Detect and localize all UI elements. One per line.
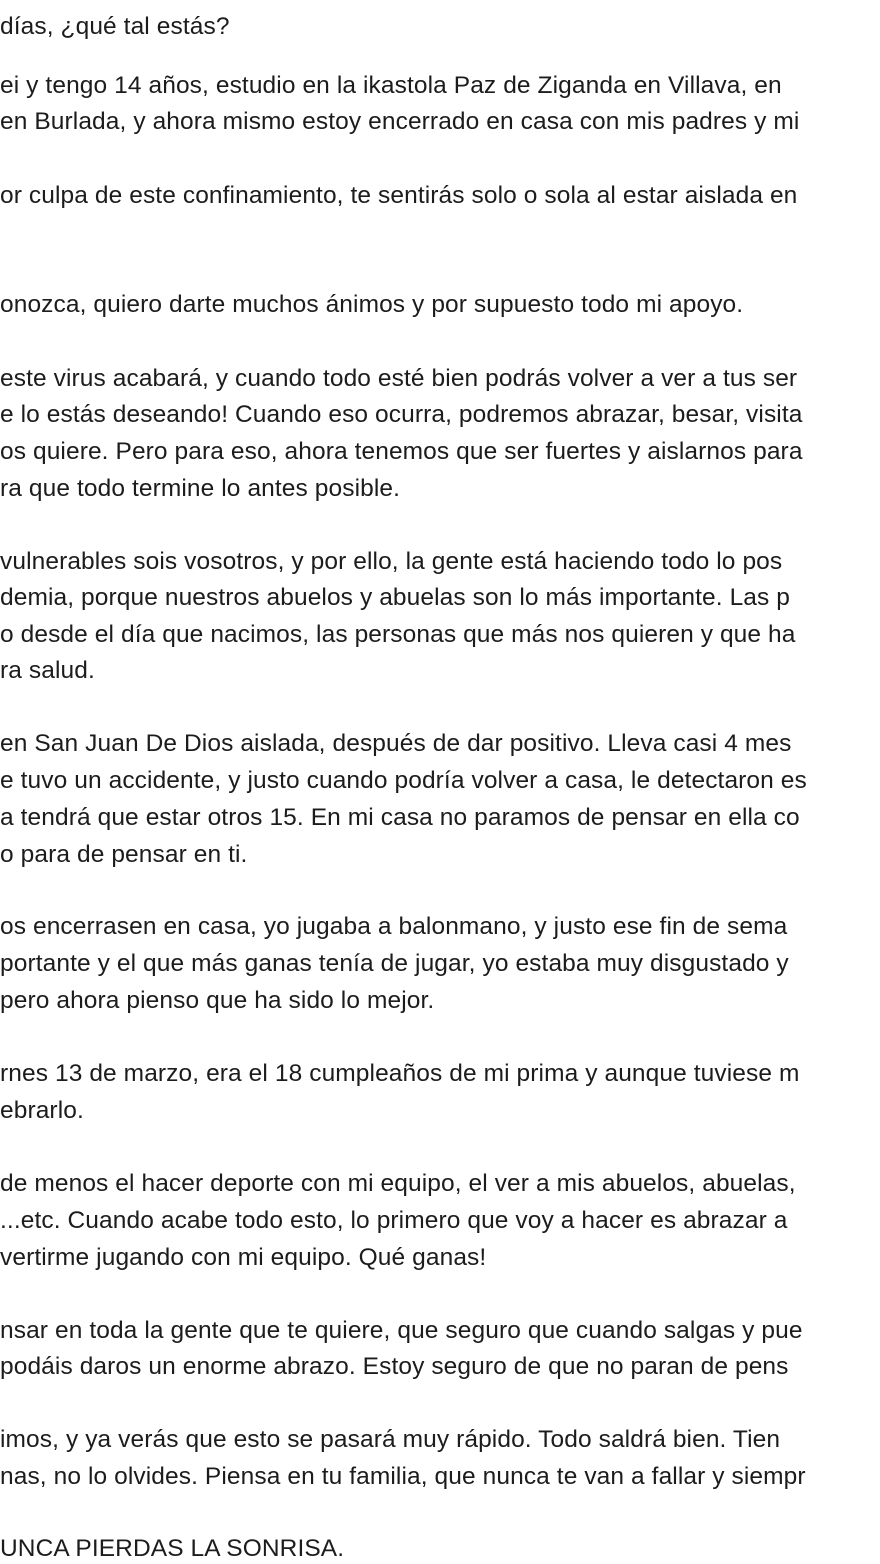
text-line: en San Juan De Dios aislada, después de dar positivo. Lleva casi 4 mes [0, 730, 792, 757]
text-line: demia, porque nuestros abuelos y abuelas son lo más importante. Las p [0, 584, 791, 611]
text-line: ra salud. [0, 657, 95, 684]
text-line: pero ahora pienso que ha sido lo mejor. [0, 987, 435, 1014]
text-line: or culpa de este confinamiento, te sentirás solo o sola al estar aislada en [0, 182, 798, 209]
text-line: días, ¿qué tal estás? [0, 13, 230, 40]
text-line: os quiere. Pero para eso, ahora tenemos que ser fuertes y aislarnos para [0, 438, 803, 465]
text-line: vertirme jugando con mi equipo. Qué ganas! [0, 1244, 487, 1271]
text-line: o para de pensar en ti. [0, 841, 248, 868]
text-line: este virus acabará, y cuando todo esté bien podrás volver a ver a tus ser [0, 365, 798, 392]
text-line: e lo estás deseando! Cuando eso ocurra, podremos abrazar, besar, visita [0, 401, 803, 428]
text-line: nas, no lo olvides. Piensa en tu familia, que nunca te van a fallar y siempr [0, 1463, 806, 1490]
text-line: portante y el que más ganas tenía de jugar, yo estaba muy disgustado y [0, 950, 789, 977]
text-line: imos, y ya verás que esto se pasará muy rápido. Todo saldrá bien. Tien [0, 1426, 781, 1453]
text-line: ra que todo termine lo antes posible. [0, 475, 401, 502]
text-line: os encerrasen en casa, yo jugaba a balonmano, y justo ese fin de sema [0, 913, 788, 940]
text-line: podáis daros un enorme abrazo. Estoy seguro de que no paran de pens [0, 1353, 789, 1380]
text-line: en Burlada, y ahora mismo estoy encerrado en casa con mis padres y mi [0, 108, 800, 135]
text-line: ei y tengo 14 años, estudio en la ikastola Paz de Ziganda en Villava, en [0, 72, 782, 99]
text-line: e tuvo un accidente, y justo cuando podría volver a casa, le detectaron es [0, 767, 807, 794]
text-line: rnes 13 de marzo, era el 18 cumpleaños de mi prima y aunque tuviese m [0, 1060, 800, 1087]
text-line: nsar en toda la gente que te quiere, que seguro que cuando salgas y pue [0, 1317, 803, 1344]
text-line: vulnerables sois vosotros, y por ello, la gente está haciendo todo lo pos [0, 548, 783, 575]
text-line: de menos el hacer deporte con mi equipo, el ver a mis abuelos, abuelas, [0, 1170, 796, 1197]
text-line: UNCA PIERDAS LA SONRISA. [0, 1535, 345, 1562]
text-line: a tendrá que estar otros 15. En mi casa no paramos de pensar en ella co [0, 804, 800, 831]
text-line: o desde el día que nacimos, las personas que más nos quieren y que ha [0, 621, 796, 648]
text-line: ...etc. Cuando acabe todo esto, lo primero que voy a hacer es abrazar a [0, 1207, 788, 1234]
text-line: onozca, quiero darte muchos ánimos y por supuesto todo mi apoyo. [0, 291, 744, 318]
text-line: ebrarlo. [0, 1097, 84, 1124]
